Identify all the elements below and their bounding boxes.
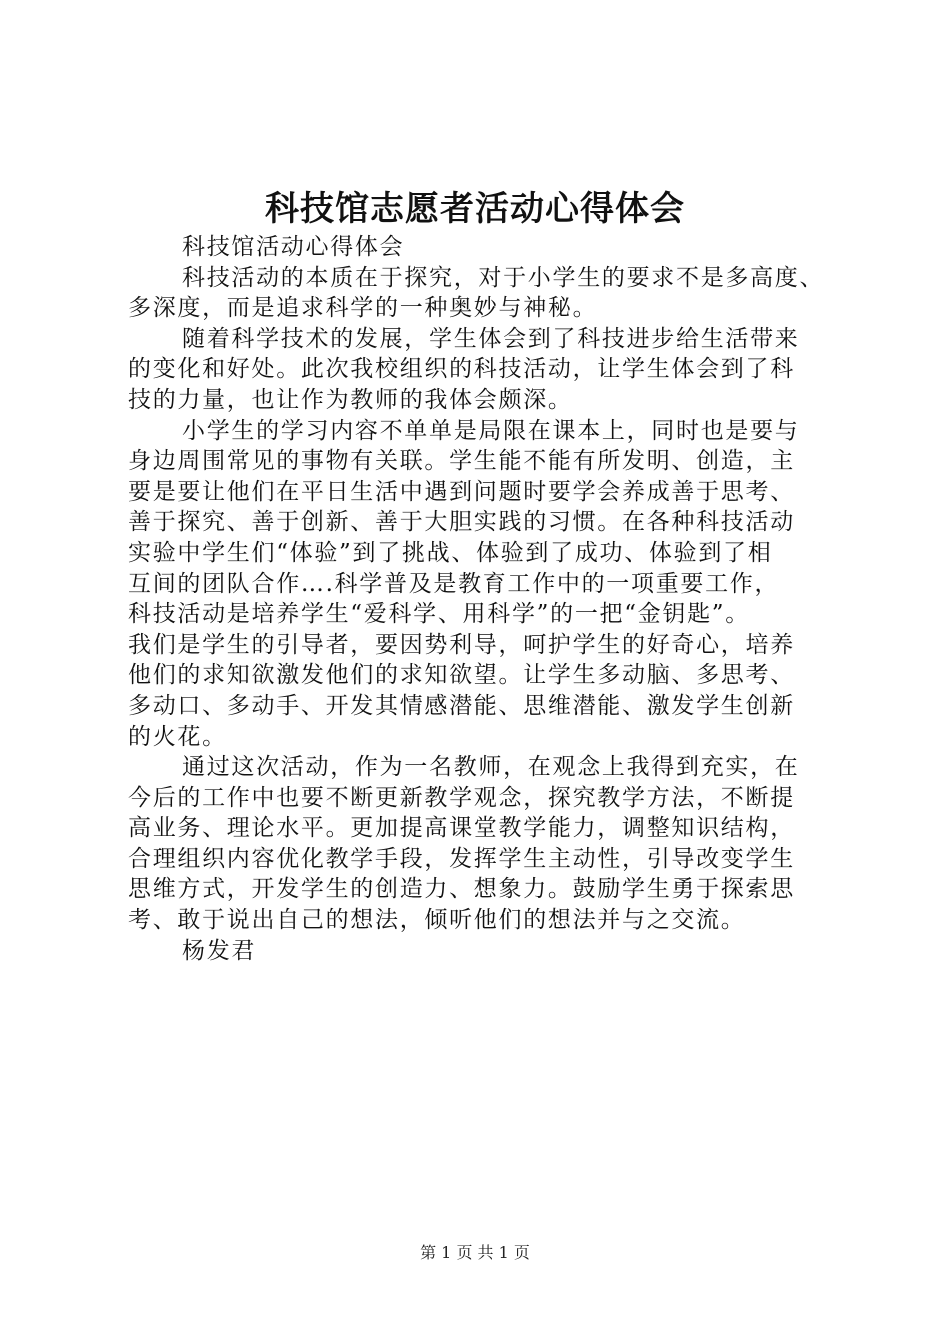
paragraph-line: 小学生的学习内容不单单是局限在课本上，同时也是要与 xyxy=(182,417,800,444)
paragraph-line: 要是要让他们在平日生活中遇到问题时要学会养成善于思考、 xyxy=(128,478,795,505)
paragraph-line: 互间的团队合作….科学普及是教育工作中的一项重要工作， xyxy=(128,570,780,597)
document-body xyxy=(128,232,848,966)
paragraph-line: 实验中学生们“体验”到了挑战、体验到了成功、体验到了相 xyxy=(128,539,773,566)
paragraph-line: 善于探究、善于创新、善于大胆实践的习惯。在各种科技活动 xyxy=(128,509,795,536)
paragraph-line: 通过这次活动，作为一名教师，在观念上我得到充实，在 xyxy=(182,754,800,781)
paragraph-line: 科技活动是培养学生“爱科学、用科学”的一把“金钥匙”。 xyxy=(128,601,750,628)
paragraph-line: 我们是学生的引导者，要因势利导，呵护学生的好奇心，培养 xyxy=(128,631,795,658)
paragraph-line: 科技活动的本质在于探究，对于小学生的要求不是多高度、 xyxy=(182,264,825,291)
paragraph-line: 考、敢于说出自己的想法，倾听他们的想法并与之交流。 xyxy=(128,907,746,934)
paragraph-line: 高业务、理论水平。更加提高课堂教学能力，调整知识结构， xyxy=(128,815,795,842)
page-number-footer: 第 1 页 共 1 页 xyxy=(420,1243,530,1262)
paragraph-line: 的火花。 xyxy=(128,723,227,750)
paragraph-line: 思维方式，开发学生的创造力、想象力。鼓励学生勇于探索思 xyxy=(128,876,795,903)
document-title: 科技馆志愿者活动心得体会 xyxy=(265,189,685,229)
author-name: 杨发君 xyxy=(182,937,257,964)
paragraph-line: 随着科学技术的发展，学生体会到了科技进步给生活带来 xyxy=(182,325,800,352)
paragraph-line: 的变化和好处。此次我校组织的科技活动，让学生体会到了科 xyxy=(128,356,795,383)
paragraph-line: 身边周围常见的事物有关联。学生能不能有所发明、创造，主 xyxy=(128,448,795,475)
paragraph-line: 今后的工作中也要不断更新教学观念，探究教学方法，不断提 xyxy=(128,784,795,811)
subtitle-line: 科技馆活动心得体会 xyxy=(182,234,405,260)
paragraph-line: 他们的求知欲激发他们的求知欲望。让学生多动脑、多思考、 xyxy=(128,662,795,689)
paragraph-line: 多动口、多动手、开发其情感潜能、思维潜能、激发学生创新 xyxy=(128,692,795,719)
paragraph-line: 合理组织内容优化教学手段，发挥学生主动性，引导改变学生 xyxy=(128,845,795,872)
paragraph-line: 技的力量，也让作为教师的我体会颇深。 xyxy=(128,386,573,413)
paragraph-line: 多深度，而是追求科学的一种奥妙与神秘。 xyxy=(128,295,598,322)
